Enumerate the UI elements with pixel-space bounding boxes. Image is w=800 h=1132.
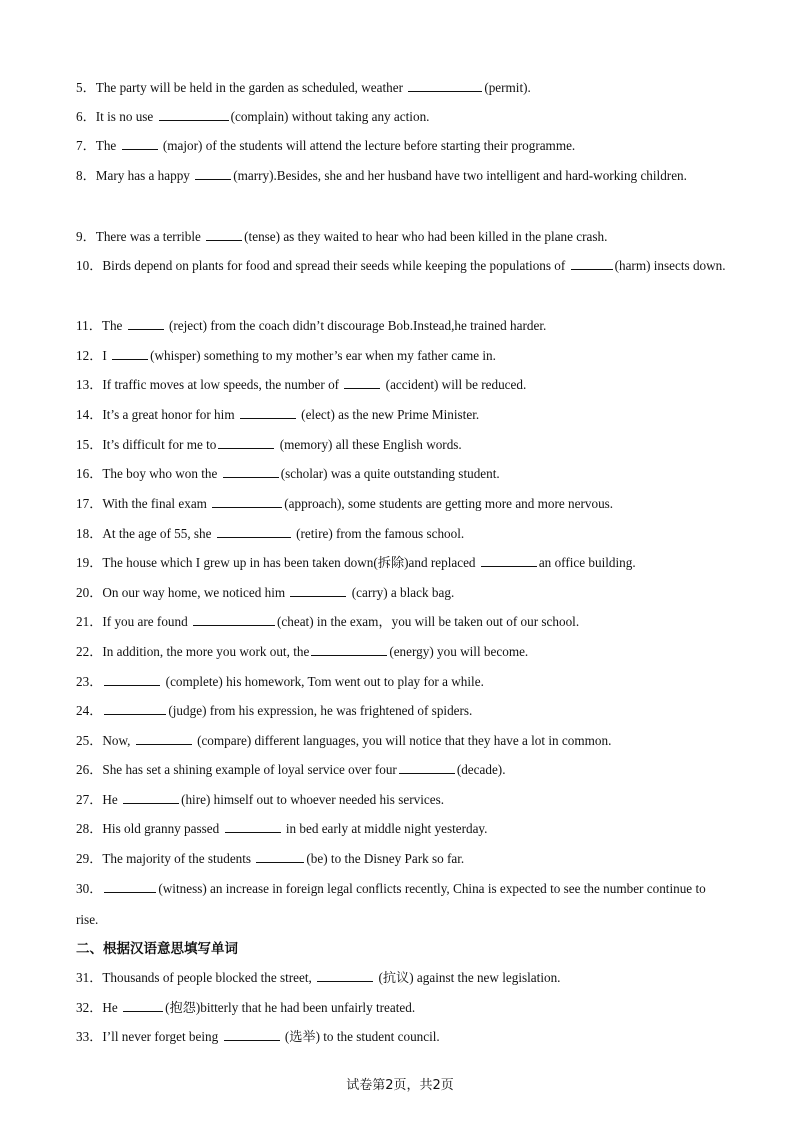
question-28: 28．His old granny passed in bed early at middle night yesterday. (76, 821, 488, 836)
question-32: 32．He (抱怨)bitterly that he had been unfairly treated. (76, 1000, 416, 1015)
question-22: 22．In addition, the more you work out, the (energy) you will become. (76, 644, 529, 659)
question-17: 17．With the final exam (approach), some students are getting more and more nervous. (76, 496, 614, 511)
answer-blank[interactable] (104, 702, 166, 715)
answer-blank[interactable] (481, 554, 537, 567)
question-23: 23． (complete) his homework, Tom went out to play for a while. (76, 674, 484, 689)
question-12: 12．I (whisper) something to my mother’s ear when my father came in. (76, 348, 496, 363)
answer-blank[interactable] (159, 108, 229, 121)
question-8: 8．Mary has a happy (marry).Besides, she and her husband have two intelligent and hard-working children. (76, 168, 687, 183)
answer-blank[interactable] (311, 643, 387, 656)
question-5: 5．The party will be held in the garden as scheduled, weather (permit). (76, 80, 531, 95)
page-footer: 试卷第2页，共2页 (346, 1078, 454, 1093)
answer-blank[interactable] (206, 228, 242, 241)
question-27: 27．He (hire) himself out to whoever needed his services. (76, 792, 444, 807)
answer-blank[interactable] (225, 820, 281, 833)
answer-blank[interactable] (218, 436, 274, 449)
answer-blank[interactable] (123, 999, 163, 1012)
question-10: 10．Birds depend on plants for food and spread their seeds while keeping the populations of (harm) insects down. (76, 258, 726, 273)
question-9: 9．There was a terrible (tense) as they waited to hear who had been killed in the plane crash. (76, 229, 608, 244)
answer-blank[interactable] (123, 791, 179, 804)
answer-blank[interactable] (317, 969, 373, 982)
answer-blank[interactable] (408, 79, 482, 92)
question-26: 26．She has set a shining example of loyal service over four (decade). (76, 762, 506, 777)
answer-blank[interactable] (128, 317, 164, 330)
answer-blank[interactable] (212, 495, 282, 508)
answer-blank[interactable] (195, 167, 231, 180)
question-31: 31．Thousands of people blocked the street, (抗议) against the new legislation. (76, 970, 561, 985)
question-15: 15．It’s difficult for me to (memory) all these English words. (76, 437, 462, 452)
question-14: 14．It’s a great honor for him (elect) as the new Prime Minister. (76, 407, 480, 422)
question-29: 29．The majority of the students (be) to the Disney Park so far. (76, 851, 465, 866)
question-24: 24． (judge) from his expression, he was frightened of spiders. (76, 703, 473, 718)
answer-blank[interactable] (112, 347, 148, 360)
answer-blank[interactable] (344, 376, 380, 389)
question-13: 13．If traffic moves at low speeds, the number of (accident) will be reduced. (76, 377, 527, 392)
answer-blank[interactable] (240, 406, 296, 419)
question-18: 18．At the age of 55, she (retire) from the famous school. (76, 526, 465, 541)
answer-blank[interactable] (223, 465, 279, 478)
answer-blank[interactable] (399, 761, 455, 774)
question-21: 21．If you are found (cheat) in the exam，you will be taken out of our school. (76, 614, 580, 629)
question-19: 19．The house which I grew up in has been taken down(拆除)and replaced an office building. (76, 555, 636, 570)
answer-blank[interactable] (217, 525, 291, 538)
question-11: 11．The (reject) from the coach didn’t discourage Bob.Instead,he trained harder. (76, 318, 547, 333)
answer-blank[interactable] (290, 584, 346, 597)
answer-blank[interactable] (571, 257, 613, 270)
question-25: 25．Now, (compare) different languages, you will notice that they have a lot in common. (76, 733, 612, 748)
answer-blank[interactable] (193, 613, 275, 626)
question-16: 16．The boy who won the (scholar) was a quite outstanding student. (76, 466, 500, 481)
question-30: 30． (witness) an increase in foreign legal conflicts recently, China is expected to see the number continue to rise. (76, 881, 706, 927)
question-20: 20．On our way home, we noticed him (carry) a black bag. (76, 585, 455, 600)
answer-blank[interactable] (136, 732, 192, 745)
question-33: 33．I’ll never forget being (选举) to the student council. (76, 1029, 440, 1044)
answer-blank[interactable] (224, 1028, 280, 1041)
section-heading: 二、根据汉语意思填写单词 (76, 941, 238, 957)
question-7: 7．The (major) of the students will attend the lecture before starting their programme. (76, 138, 576, 153)
answer-blank[interactable] (122, 137, 158, 150)
answer-blank[interactable] (104, 880, 156, 893)
answer-blank[interactable] (256, 850, 304, 863)
answer-blank[interactable] (104, 673, 160, 686)
question-6: 6．It is no use (complain) without taking any action. (76, 109, 430, 124)
